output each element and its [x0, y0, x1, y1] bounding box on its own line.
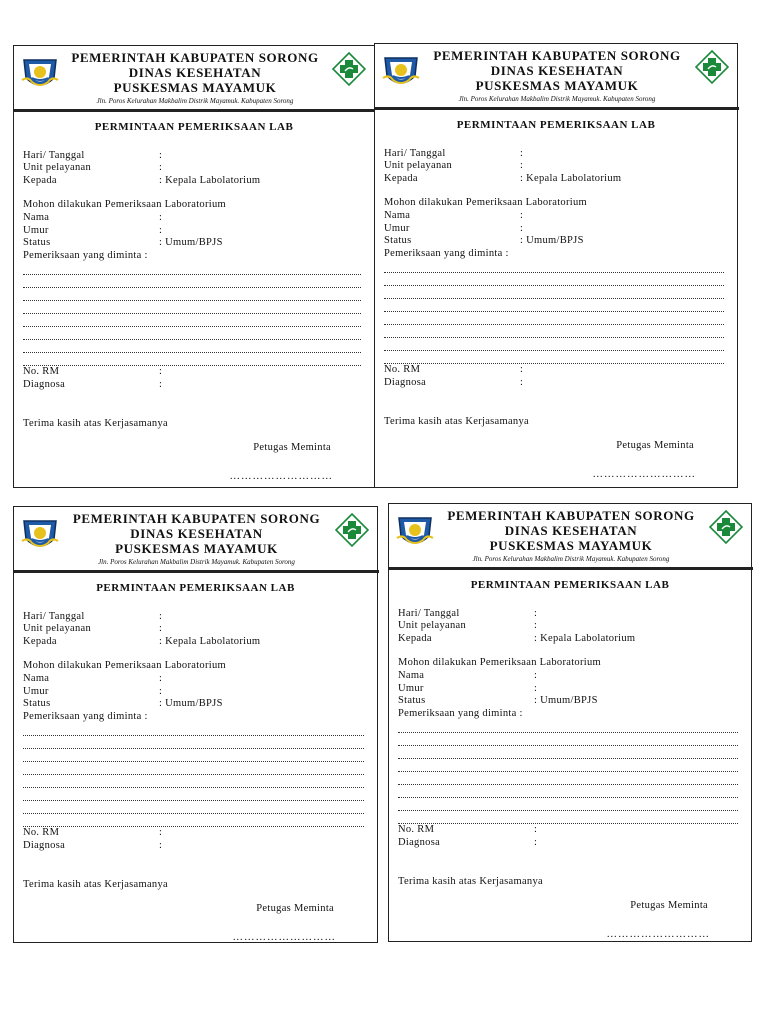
- form-title: PERMINTAAN PEMERIKSAAN LAB: [96, 582, 295, 594]
- kepada-label: Kepada: [384, 172, 418, 184]
- hari-tanggal-row: Hari/ Tanggal :: [23, 149, 163, 161]
- pemeriksaan-label: Pemeriksaan yang diminta: [23, 710, 142, 722]
- no-rm-row: No. RM :: [23, 366, 163, 378]
- pemeriksaan-line: [23, 327, 361, 340]
- thanks-text: Terima kasih atas Kerjasamanya: [23, 417, 168, 429]
- form-body: [14, 582, 377, 944]
- status-value: Umum/BPJS: [526, 235, 584, 247]
- kabupaten-sorong-emblem-icon: [395, 512, 435, 552]
- hari-tanggal-row: Hari/ Tanggal :: [23, 610, 163, 622]
- unit-pelayanan-row: Unit pelayanan :: [23, 162, 163, 174]
- pemeriksaan-row: Pemeriksaan yang diminta :: [23, 249, 148, 261]
- no-rm-row: No. RM :: [384, 364, 524, 376]
- puskesmas-cross-icon: [709, 510, 743, 544]
- pemeriksaan-line: [398, 720, 738, 733]
- nama-row: Nama :: [23, 672, 163, 684]
- form-body: [389, 579, 751, 941]
- pemeriksaan-line: [398, 785, 738, 798]
- pemeriksaan-label: Pemeriksaan yang diminta: [398, 707, 517, 719]
- signature-line: ………………………: [232, 931, 336, 943]
- hari-tanggal-label: Hari/ Tanggal: [23, 149, 85, 161]
- status-label: Status: [398, 695, 426, 707]
- status-label: Status: [23, 237, 51, 249]
- petugas-label: Petugas Meminta: [256, 903, 334, 915]
- government-name: PEMERINTAH KABUPATEN SORONG: [71, 50, 319, 65]
- umur-row: Umur :: [398, 682, 538, 694]
- nama-row: Nama :: [23, 211, 163, 223]
- pemeriksaan-line: [23, 775, 364, 788]
- pemeriksaan-line: [398, 811, 738, 824]
- pemeriksaan-line: [23, 801, 364, 814]
- puskesmas-cross-icon: [332, 52, 366, 86]
- status-label: Status: [23, 698, 51, 710]
- umur-row: Umur :: [23, 685, 163, 697]
- pemeriksaan-line: [23, 814, 364, 827]
- government-name: PEMERINTAH KABUPATEN SORONG: [72, 511, 321, 526]
- pemeriksaan-row: Pemeriksaan yang diminta :: [398, 707, 523, 719]
- puskesmas-name: PUSKESMAS MAYAMUK: [475, 78, 639, 93]
- pemeriksaan-line: [23, 262, 361, 275]
- lab-request-form-2: [374, 43, 738, 488]
- pemeriksaan-line: [23, 749, 364, 762]
- pemeriksaan-label: Pemeriksaan yang diminta: [23, 249, 142, 261]
- address: Jln. Poros Kelurahan Makbalim Distrik Mayamuk. Kabupaten Sorong: [458, 95, 656, 103]
- thanks-text: Terima kasih atas Kerjasamanya: [398, 875, 543, 887]
- diagnosa-row: Diagnosa :: [398, 836, 538, 848]
- diagnosa-label: Diagnosa: [384, 376, 427, 388]
- kepada-row: Kepada : Kepala Labolatorium: [398, 632, 636, 644]
- address: Jln. Poros Kelurahan Makbalim Distrik Mayamuk. Kabupaten Sorong: [98, 558, 295, 566]
- pemeriksaan-lines: [23, 723, 368, 827]
- pemeriksaan-line: [23, 275, 361, 288]
- umur-label: Umur: [398, 682, 424, 694]
- puskesmas-cross-icon: [695, 50, 729, 84]
- letterhead-rule: [14, 570, 379, 573]
- umur-label: Umur: [23, 685, 49, 697]
- kepada-label: Kepada: [23, 174, 57, 186]
- unit-pelayanan-row: Unit pelayanan :: [23, 623, 163, 635]
- letterhead-text: [417, 48, 697, 104]
- mohon-text: Mohon dilakukan Pemeriksaan Laboratorium: [398, 657, 601, 669]
- status-value: Umum/BPJS: [540, 695, 598, 707]
- kepada-value: Kepala Labolatorium: [165, 174, 261, 186]
- unit-pelayanan-label: Unit pelayanan: [398, 620, 467, 632]
- mohon-text: Mohon dilakukan Pemeriksaan Laboratorium: [384, 197, 587, 209]
- puskesmas-name: PUSKESMAS MAYAMUK: [113, 80, 277, 95]
- letterhead-text: [56, 511, 337, 567]
- letterhead: [14, 507, 377, 573]
- kepada-row: Kepada : Kepala Labolatorium: [23, 635, 261, 647]
- pemeriksaan-line: [398, 759, 738, 772]
- status-row: Status : Umum/BPJS: [384, 235, 584, 247]
- pemeriksaan-line: [384, 351, 724, 364]
- unit-pelayanan-label: Unit pelayanan: [384, 160, 453, 172]
- unit-pelayanan-row: Unit pelayanan :: [384, 160, 524, 172]
- pemeriksaan-lines: [384, 260, 728, 364]
- pemeriksaan-line: [384, 273, 724, 286]
- status-row: Status : Umum/BPJS: [398, 695, 598, 707]
- letterhead: [375, 44, 737, 110]
- pemeriksaan-lines: [23, 262, 365, 366]
- pemeriksaan-line: [398, 772, 738, 785]
- pemeriksaan-line: [384, 325, 724, 338]
- pemeriksaan-line: [398, 798, 738, 811]
- puskesmas-name: PUSKESMAS MAYAMUK: [115, 541, 278, 556]
- kabupaten-sorong-emblem-icon: [20, 515, 60, 555]
- nama-label: Nama: [398, 669, 425, 681]
- kepada-value: Kepala Labolatorium: [165, 635, 261, 647]
- kabupaten-sorong-emblem-icon: [20, 54, 60, 94]
- petugas-label: Petugas Meminta: [253, 442, 331, 454]
- no-rm-row: No. RM :: [23, 827, 163, 839]
- government-name: PEMERINTAH KABUPATEN SORONG: [433, 48, 681, 63]
- diagnosa-label: Diagnosa: [23, 839, 66, 851]
- letterhead-text: [56, 50, 334, 106]
- nama-row: Nama :: [384, 209, 524, 221]
- unit-pelayanan-row: Unit pelayanan :: [398, 620, 538, 632]
- pemeriksaan-line: [384, 299, 724, 312]
- no-rm-label: No. RM: [23, 827, 60, 839]
- address: Jln. Poros Kelurahan Makbalim Distrik Mayamuk. Kabupaten Sorong: [472, 555, 670, 563]
- letterhead-text: [431, 508, 711, 564]
- pemeriksaan-line: [23, 340, 361, 353]
- petugas-label: Petugas Meminta: [630, 900, 708, 912]
- form-title: PERMINTAAN PEMERIKSAAN LAB: [456, 119, 656, 131]
- lab-request-form-1: [13, 45, 375, 488]
- kepada-row: Kepada : Kepala Labolatorium: [23, 174, 261, 186]
- hari-tanggal-row: Hari/ Tanggal :: [384, 147, 524, 159]
- signature-line: ………………………: [592, 468, 696, 480]
- umur-row: Umur :: [384, 222, 524, 234]
- pemeriksaan-line: [384, 338, 724, 351]
- diagnosa-label: Diagnosa: [23, 378, 66, 390]
- kepada-label: Kepada: [23, 635, 57, 647]
- letterhead: [389, 504, 751, 570]
- thanks-text: Terima kasih atas Kerjasamanya: [384, 415, 529, 427]
- government-name: PEMERINTAH KABUPATEN SORONG: [447, 508, 695, 523]
- form-title: PERMINTAAN PEMERIKSAAN LAB: [470, 579, 670, 591]
- agency-name: DINAS KESEHATAN: [504, 523, 638, 538]
- nama-label: Nama: [23, 211, 50, 223]
- hari-tanggal-label: Hari/ Tanggal: [384, 147, 446, 159]
- status-row: Status : Umum/BPJS: [23, 698, 223, 710]
- kepada-value: Kepala Labolatorium: [526, 172, 622, 184]
- no-rm-label: No. RM: [23, 366, 60, 378]
- mohon-text: Mohon dilakukan Pemeriksaan Laboratorium: [23, 199, 226, 211]
- mohon-text: Mohon dilakukan Pemeriksaan Laboratorium: [23, 660, 226, 672]
- hari-tanggal-row: Hari/ Tanggal :: [398, 607, 538, 619]
- form-body: [375, 119, 737, 481]
- nama-label: Nama: [23, 672, 50, 684]
- pemeriksaan-line: [23, 788, 364, 801]
- letterhead: [14, 46, 374, 112]
- no-rm-label: No. RM: [384, 364, 421, 376]
- signature-line: ………………………: [229, 470, 333, 482]
- diagnosa-label: Diagnosa: [398, 836, 441, 848]
- petugas-label: Petugas Meminta: [616, 440, 694, 452]
- lab-request-form-4: [388, 503, 752, 942]
- umur-row: Umur :: [23, 224, 163, 236]
- kepada-value: Kepala Labolatorium: [540, 632, 636, 644]
- nama-row: Nama :: [398, 669, 538, 681]
- thanks-text: Terima kasih atas Kerjasamanya: [23, 878, 168, 890]
- status-label: Status: [384, 235, 412, 247]
- pemeriksaan-row: Pemeriksaan yang diminta :: [23, 710, 148, 722]
- kabupaten-sorong-emblem-icon: [381, 52, 421, 92]
- diagnosa-row: Diagnosa :: [384, 376, 524, 388]
- puskesmas-cross-icon: [335, 513, 369, 547]
- kepada-row: Kepada : Kepala Labolatorium: [384, 172, 622, 184]
- kepada-label: Kepada: [398, 632, 432, 644]
- letterhead-rule: [389, 567, 753, 570]
- pemeriksaan-line: [384, 260, 724, 273]
- pemeriksaan-line: [384, 312, 724, 325]
- form-body: [14, 121, 374, 483]
- pemeriksaan-line: [23, 288, 361, 301]
- signature-line: ………………………: [606, 928, 710, 940]
- nama-label: Nama: [384, 209, 411, 221]
- lab-request-form-3: [13, 506, 378, 943]
- umur-label: Umur: [384, 222, 410, 234]
- status-row: Status : Umum/BPJS: [23, 237, 223, 249]
- hari-tanggal-label: Hari/ Tanggal: [23, 610, 85, 622]
- pemeriksaan-line: [23, 314, 361, 327]
- pemeriksaan-line: [23, 353, 361, 366]
- pemeriksaan-line: [23, 723, 364, 736]
- pemeriksaan-line: [398, 746, 738, 759]
- status-value: Umum/BPJS: [165, 237, 223, 249]
- unit-pelayanan-label: Unit pelayanan: [23, 162, 92, 174]
- unit-pelayanan-label: Unit pelayanan: [23, 623, 92, 635]
- puskesmas-name: PUSKESMAS MAYAMUK: [489, 538, 653, 553]
- no-rm-row: No. RM :: [398, 824, 538, 836]
- pemeriksaan-row: Pemeriksaan yang diminta :: [384, 247, 509, 259]
- diagnosa-row: Diagnosa :: [23, 839, 163, 851]
- umur-label: Umur: [23, 224, 49, 236]
- diagnosa-row: Diagnosa :: [23, 378, 163, 390]
- pemeriksaan-line: [398, 733, 738, 746]
- pemeriksaan-label: Pemeriksaan yang diminta: [384, 247, 503, 259]
- pemeriksaan-line: [23, 762, 364, 775]
- pemeriksaan-lines: [398, 720, 742, 824]
- no-rm-label: No. RM: [398, 824, 435, 836]
- hari-tanggal-label: Hari/ Tanggal: [398, 607, 460, 619]
- agency-name: DINAS KESEHATAN: [128, 65, 262, 80]
- pemeriksaan-line: [23, 736, 364, 749]
- agency-name: DINAS KESEHATAN: [130, 526, 263, 541]
- address: Jln. Poros Kelurahan Makbalim Distrik Mayamuk. Kabupaten Sorong: [96, 97, 294, 105]
- letterhead-rule: [375, 107, 739, 110]
- agency-name: DINAS KESEHATAN: [490, 63, 624, 78]
- status-value: Umum/BPJS: [165, 698, 223, 710]
- form-title: PERMINTAAN PEMERIKSAAN LAB: [94, 121, 294, 133]
- pemeriksaan-line: [384, 286, 724, 299]
- letterhead-rule: [14, 109, 376, 112]
- pemeriksaan-line: [23, 301, 361, 314]
